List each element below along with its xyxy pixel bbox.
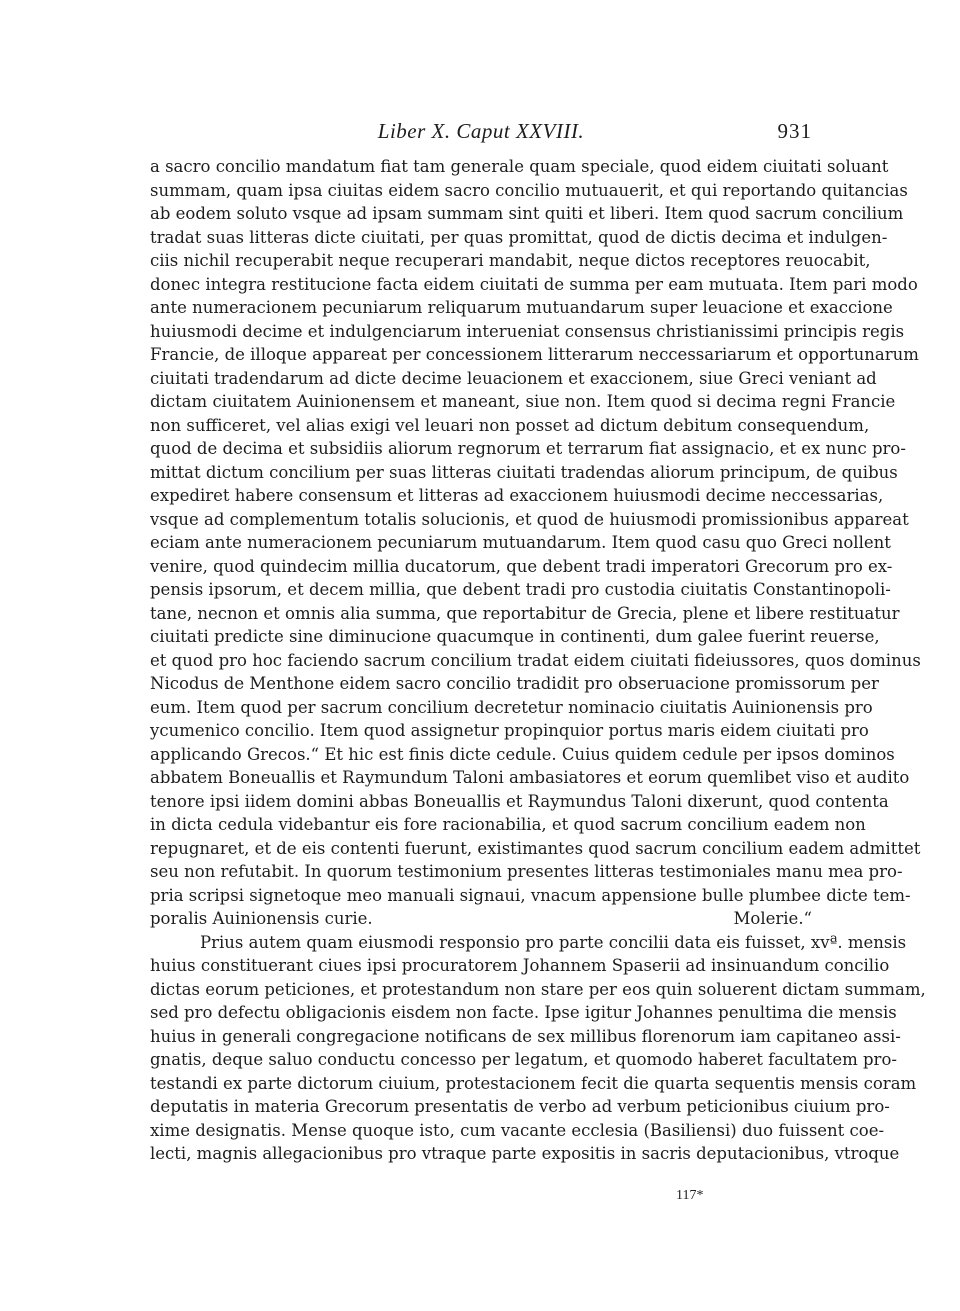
text-line: testandi ex parte dictorum ciuium, protestacionem fecit die quarta sequentis mensis coram [150, 1073, 917, 1093]
text-line: a sacro concilio mandatum fiat tam generale quam speciale, quod eidem ciuitati soluant [150, 157, 889, 176]
text-line: expediret habere consensum et litteras ad exaccionem huiusmodi decime neccessarias, [150, 486, 884, 505]
text-line: eum. Item quod per sacrum concilium decretetur nominacio ciuitatis Auinionensis pro [150, 697, 873, 717]
text-line: non sufficeret, vel alias exigi vel leuari non posset ad dictum debitum consequendum, [150, 415, 870, 435]
text-line: abbatem Boneuallis et Raymundum Taloni ambasiatores et eorum quemlibet viso et audito [150, 768, 910, 787]
text-line: in dicta cedula videbantur eis fore racionabilia, et quod sacrum concilium eadem non [150, 815, 866, 834]
running-head [150, 116, 812, 146]
text-line: quod de decima et subsidiis aliorum regnorum et terrarum fiat assignacio, et ex nunc pro- [150, 439, 906, 458]
text-line: ab eodem soluto vsque ad ipsam summam sint quiti et liberi. Item quod sacrum concilium [150, 204, 904, 223]
sheet-signature: 117* [676, 1188, 704, 1203]
paragraph-1 [150, 155, 921, 931]
text-line: vsque ad complementum totalis solucionis, et quod de huiusmodi promissionibus appareat [150, 509, 909, 529]
body-text [150, 155, 926, 1166]
text-line: huius in generali congregacione notificans de sex millibus florenorum iam capitaneo assi- [150, 1026, 901, 1046]
text-line: xime designatis. Mense quoque isto, cum vacante ecclesia (Basiliensi) duo fuissent coe- [150, 1120, 885, 1140]
text-line: huiusmodi decime et indulgenciarum interueniat consensus christianissimi principis regis [150, 321, 905, 341]
page-number: 931 [777, 119, 812, 143]
text-line: seu non refutabit. In quorum testimonium presentes litteras testimoniales manu mea pro- [150, 862, 903, 881]
text-line: ciuitati predicte sine diminucione quacumque in continenti, dum galee fuerint reuerse, [150, 627, 880, 646]
text-line: tradat suas litteras dicte ciuitati, per quas promittat, quod de dictis decima et indulgen- [150, 227, 888, 247]
text-line: pria scripsi signetoque meo manuali signaui, vnacum appensione bulle plumbee dicte tem- [150, 885, 911, 905]
text-line: applicando Grecos.“ Et hic est finis dicte cedule. Cuius quidem cedule per ipsos dominos [150, 744, 895, 764]
text-line: summam, quam ipsa ciuitas eidem sacro concilio mutuauerit, et qui reportando quitancias [150, 180, 908, 200]
text-line: deputatis in materia Grecorum presentatis de verbo ad verbum peticionibus ciuium pro- [150, 1097, 890, 1116]
text-line: eciam ante numeracionem pecuniarum mutuandarum. Item quod casu quo Greci nollent [150, 533, 891, 552]
closing-line [150, 907, 812, 931]
text-line: ciuitati tradendarum ad dicte decime leuacionem et exaccionem, siue Greci veniant ad [150, 368, 877, 388]
text-line: pensis ipsorum, et decem millia, que debent tradi pro custodia ciuitatis Constantinopoli- [150, 580, 891, 599]
text-line: repugnaret, et de eis contenti fuerunt, existimantes quod sacrum concilium eadem admittet [150, 838, 921, 858]
signatory-name: Molerie.“ [733, 909, 812, 928]
text-line: Francie, de illoque appareat per concessionem litterarum neccessariarum et opportunarum [150, 345, 919, 364]
text-line: mittat dictum concilium per suas litteras ciuitati tradendas aliorum principum, de quibus [150, 462, 898, 482]
text-line: Nicodus de Menthone eidem sacro concilio tradidit pro obseruacione promissorum per [150, 674, 879, 693]
text-line: tenore ipsi iidem domini abbas Boneuallis et Raymundus Taloni dixerunt, quod contenta [150, 791, 889, 811]
text-line: dictam ciuitatem Auinionensem et maneant, siue non. Item quod si decima regni Francie [150, 392, 896, 411]
paragraph-2 [150, 931, 926, 1166]
text-line: huius constituerant ciues ipsi procuratorem Johannem Spaserii ad insinuandum concilio [150, 956, 890, 975]
text-line: venire, quod quindecim millia ducatorum, que debent tradi imperatori Grecorum pro ex- [150, 556, 893, 576]
text-line: ycumenico concilio. Item quod assignetur propinquior portus maris eidem ciuitati pro [150, 721, 869, 740]
text-line: Prius autem quam eiusmodi responsio pro parte concilii data eis fuisset, xvª. mensis [200, 932, 907, 952]
text-line: tane, necnon et omnis alia summa, que reportabitur de Grecia, plene et libere restituatur [150, 603, 900, 623]
text-line: gnatis, deque saluo conductu concesso per legatum, et quomodo haberet facultatem pro- [150, 1050, 897, 1069]
text-line: dictas eorum peticiones, et protestandum non stare per eos quin soluerent dictam summam, [150, 979, 926, 999]
text-line: donec integra restitucione facta eidem ciuitati de summa per eam mutuata. Item pari modo [150, 274, 918, 294]
running-title: Liber X. Caput XXVIII. [377, 119, 585, 143]
text-line: et quod pro hoc faciendo sacrum concilium tradat eidem ciuitati fideiussores, quos dominus [150, 650, 921, 670]
text-line: ante numeracionem pecuniarum reliquarum mutuandarum super leuacione et exaccione [150, 298, 893, 317]
closing-text: poralis Auinionensis curie. [150, 909, 373, 928]
text-line: lecti, magnis allegacionibus pro vtraque parte expositis in sacris deputacionibus, vtroque [150, 1144, 900, 1163]
text-line: ciis nichil recuperabit neque recuperari mandabit, neque dictos receptores reuocabit, [150, 251, 871, 270]
text-line: sed pro defectu obligacionis eisdem non facte. Ipse igitur Johannes penultima die mensis [150, 1003, 897, 1022]
